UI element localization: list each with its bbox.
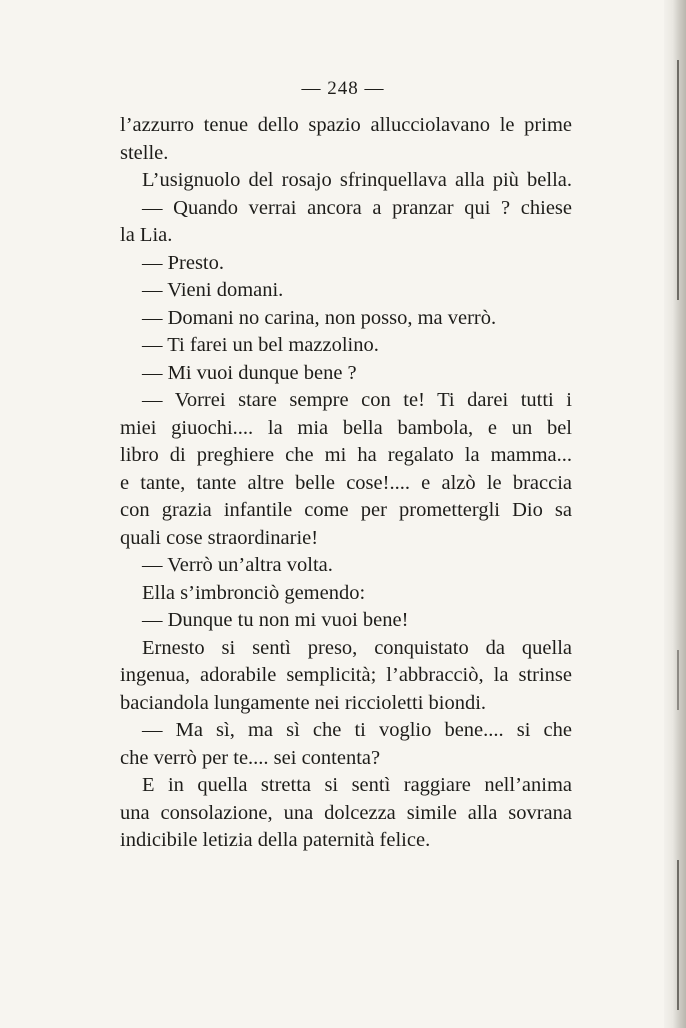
text-line: — Domani no carina, non posso, ma verrò. bbox=[142, 306, 497, 329]
edge-mark bbox=[677, 860, 679, 1010]
text-line: miei giuochi.... la mia bella bambola, e un bel bbox=[120, 416, 572, 439]
text-line: — Quando verrai ancora a pranzar qui ? chiese bbox=[142, 196, 572, 219]
text-line: e tante, tante altre belle cose!.... e alzò le braccia bbox=[120, 471, 572, 494]
text-line: baciandola lungamente nei riccioletti biondi. bbox=[120, 691, 487, 714]
text-line: ingenua, adorabile semplicità; l’abbracciò, la strinse bbox=[120, 664, 572, 686]
text-line: — Verrò un’altra volta. bbox=[142, 554, 333, 576]
edge-mark bbox=[677, 60, 679, 300]
text-line: indicibile letizia della paternità felice. bbox=[120, 829, 431, 851]
text-line: — Presto. bbox=[142, 251, 224, 274]
text-line: — Ti farei un bel mazzolino. bbox=[142, 334, 379, 356]
page-number: — 248 — bbox=[301, 78, 385, 99]
text-line: l’azzurro tenue dello spazio allucciolavano le prime bbox=[120, 114, 572, 136]
text-line: — Vieni domani. bbox=[142, 279, 284, 301]
body-text bbox=[120, 112, 572, 855]
text-line: una consolazione, una dolcezza simile alla sovrana bbox=[120, 801, 572, 824]
text-line: con grazia infantile come per promettergli Dio sa bbox=[120, 499, 572, 521]
text-line: che verrò per te.... sei contenta? bbox=[120, 746, 381, 769]
text-line: la Lia. bbox=[120, 224, 173, 246]
text-line: L’usignuolo del rosajo sfrinquellava alla più bella. bbox=[142, 169, 572, 191]
text-line: — Vorrei stare sempre con te! Ti darei tutti i bbox=[142, 389, 572, 411]
text-line: — Dunque tu non mi vuoi bene! bbox=[142, 609, 409, 631]
text-line: quali cose straordinarie! bbox=[120, 526, 319, 549]
text-line: Ella s’imbronciò gemendo: bbox=[142, 581, 366, 604]
text-line: — Ma sì, ma sì che ti voglio bene.... si che bbox=[142, 719, 572, 741]
text-line: stelle. bbox=[120, 141, 169, 164]
text-line: Ernesto si sentì preso, conquistato da quella bbox=[142, 636, 572, 659]
page-edge-shadow bbox=[664, 0, 686, 1028]
text-line: — Mi vuoi dunque bene ? bbox=[142, 361, 357, 384]
edge-mark bbox=[677, 650, 679, 710]
text-line: libro di preghiere che mi ha regalato la mamma... bbox=[120, 444, 572, 466]
text-line: E in quella stretta si sentì raggiare nell’anima bbox=[142, 774, 572, 796]
